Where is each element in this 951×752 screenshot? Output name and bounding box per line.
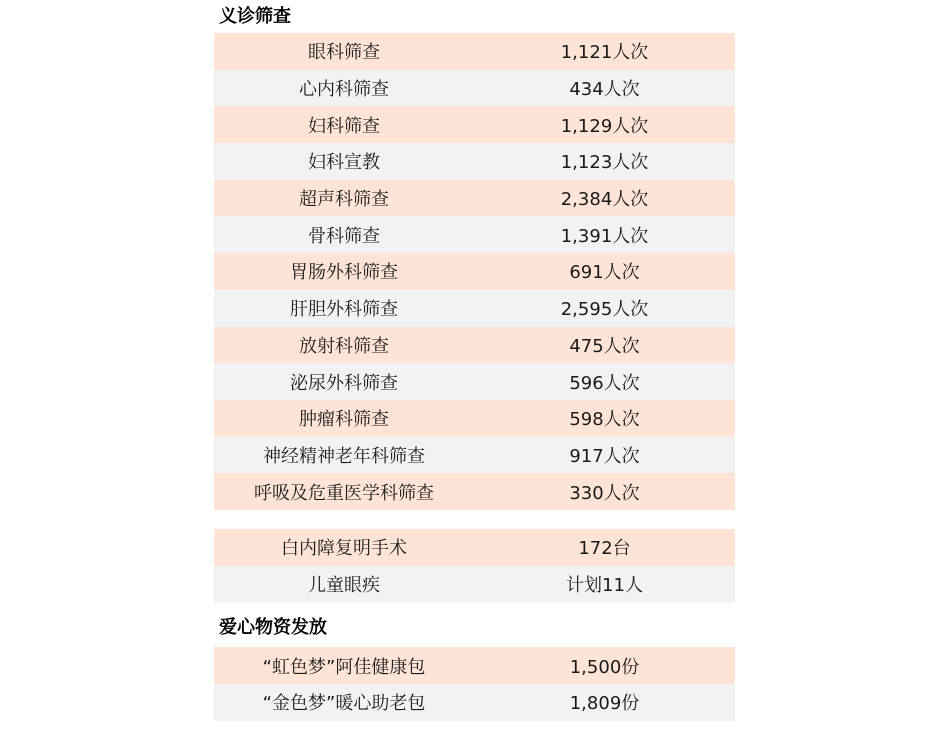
table-row: [214, 106, 735, 143]
item-name: 神经精神老年科筛查: [263, 445, 425, 467]
item-name: 肝胆外科筛查: [290, 299, 398, 321]
item-value: 917人次: [569, 445, 640, 467]
item-value: 1,121人次: [560, 42, 649, 64]
item-value: 598人次: [569, 409, 640, 431]
item-value: 1,123人次: [560, 152, 649, 174]
item-value: 1,500份: [569, 656, 640, 678]
item-value: 2,384人次: [560, 189, 649, 211]
item-name: 肿瘤科筛查: [299, 409, 389, 431]
item-value: 434人次: [569, 79, 640, 101]
donation-section-title: 爱心物资发放: [219, 617, 327, 639]
item-name: 白内障复明手术: [281, 538, 407, 560]
table-row: [214, 216, 735, 253]
item-value: 596人次: [569, 372, 640, 394]
item-value: 1,809份: [569, 693, 640, 715]
item-name: 放射科筛查: [299, 335, 389, 357]
surgery-table: [214, 529, 735, 602]
screening-table: [214, 33, 735, 510]
table-row: [214, 684, 735, 721]
item-name: 心内科筛查: [299, 79, 389, 101]
table-row: [214, 647, 735, 684]
item-value: 1,129人次: [560, 115, 649, 137]
item-value: 691人次: [569, 262, 640, 284]
item-name: 骨科筛查: [308, 225, 380, 247]
item-value: 330人次: [569, 482, 640, 504]
table-row: [214, 566, 735, 603]
table-row: [214, 529, 735, 566]
report-table-wrapper: [214, 0, 735, 721]
table-row: [214, 437, 735, 474]
donation-table: [214, 647, 735, 720]
table-row: [214, 33, 735, 70]
table-row: [214, 253, 735, 290]
table-row: [214, 290, 735, 327]
item-name: 眼科筛查: [308, 42, 380, 64]
item-name: 超声科筛查: [299, 189, 389, 211]
table-row: [214, 70, 735, 107]
table-row: [214, 363, 735, 400]
item-name: 妇科筛查: [308, 115, 380, 137]
item-value: 计划11人: [566, 574, 643, 596]
item-name: 儿童眼疾: [308, 574, 380, 596]
item-value: 2,595人次: [560, 299, 649, 321]
item-value: 172台: [578, 538, 631, 560]
item-name: 胃肠外科筛查: [290, 262, 398, 284]
item-name: 泌尿外科筛查: [290, 372, 398, 394]
item-name: “金色梦”暖心助老包: [262, 693, 426, 715]
item-value: 1,391人次: [560, 225, 649, 247]
item-name: 妇科宣教: [308, 152, 380, 174]
item-name: 呼吸及危重医学科筛查: [254, 482, 434, 504]
screening-section-title: 义诊筛查: [219, 5, 291, 27]
item-value: 475人次: [569, 335, 640, 357]
table-row: [214, 327, 735, 364]
table-gap: [214, 510, 735, 529]
table-row: [214, 473, 735, 510]
item-name: “虹色梦”阿佳健康包: [262, 656, 426, 678]
table-row: [214, 400, 735, 437]
table-row: [214, 180, 735, 217]
table-row: [214, 143, 735, 180]
